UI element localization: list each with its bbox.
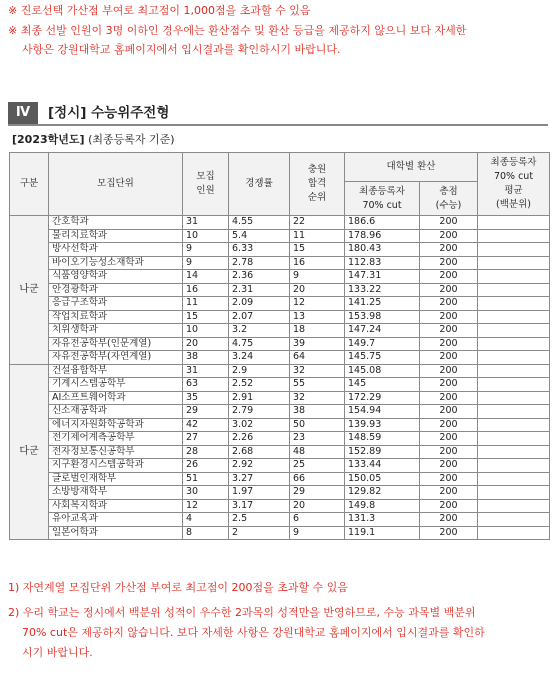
header-conv-total-line1: 총점 [439, 185, 458, 197]
unit-cell: 자유전공학부(자연계열) [49, 351, 183, 365]
pct-cell [478, 337, 550, 351]
table-row [10, 526, 550, 540]
rank-cell: 13 [290, 310, 345, 324]
header-conv-total [420, 182, 478, 216]
pct-cell [478, 256, 550, 270]
conv-total-cell: 200 [420, 445, 478, 459]
conv-final-cell: 145 [345, 378, 420, 392]
pct-cell [478, 310, 550, 324]
conv-final-cell: 119.1 [345, 526, 420, 540]
unit-cell: 바이오기능성소재학과 [49, 256, 183, 270]
pct-cell [478, 526, 550, 540]
conv-final-cell: 154.94 [345, 405, 420, 419]
conv-final-cell: 149.7 [345, 337, 420, 351]
ratio-cell: 2.07 [229, 310, 290, 324]
ratio-cell: 3.2 [229, 324, 290, 338]
header-rank-line3: 순위 [307, 192, 327, 203]
unit-cell: 글로벌인재학부 [49, 472, 183, 486]
conv-total-cell: 200 [420, 391, 478, 405]
table-row [10, 351, 550, 365]
pct-cell [478, 229, 550, 243]
section-number-badge: Ⅳ [8, 102, 38, 124]
year-label: [2023학년도] [12, 133, 85, 146]
unit-cell: 기계시스템공학부 [49, 378, 183, 392]
pct-cell [478, 472, 550, 486]
ratio-cell: 4.75 [229, 337, 290, 351]
quota-cell: 31 [183, 216, 229, 230]
footnote-1: 1) 자연계열 모집단위 가산점 부여로 최고점이 200점을 초과할 수 있음 [8, 581, 349, 594]
quota-cell: 63 [183, 378, 229, 392]
pct-cell [478, 216, 550, 230]
unit-cell: 일본어학과 [49, 526, 183, 540]
rank-cell: 55 [290, 378, 345, 392]
footnote-4: 시기 바랍니다. [8, 646, 93, 659]
header-conversion: 대학별 환산 [345, 153, 478, 182]
ratio-cell: 4.55 [229, 216, 290, 230]
section-title: [정시] 수능위주전형 [48, 105, 170, 121]
quota-cell: 35 [183, 391, 229, 405]
unit-cell: 신소재공학과 [49, 405, 183, 419]
ratio-cell: 2.68 [229, 445, 290, 459]
conv-total-cell: 200 [420, 405, 478, 419]
rank-cell: 50 [290, 418, 345, 432]
quota-cell: 15 [183, 310, 229, 324]
header-group: 구분 [10, 153, 49, 216]
top-note-2: ※ 최종 선발 인원이 3명 이하인 경우에는 환산점수 및 환산 등급을 제공하지 않으니 보다 자세한 [8, 24, 467, 37]
pct-cell [478, 445, 550, 459]
header-rank [290, 153, 345, 216]
quota-cell: 38 [183, 351, 229, 365]
conv-total-cell: 200 [420, 297, 478, 311]
header-conv-final-line2: 70% cut [362, 199, 402, 211]
header-conv-final-line1: 최종등록자 [359, 185, 405, 197]
rank-cell: 48 [290, 445, 345, 459]
section-divider [8, 124, 548, 126]
ratio-cell: 1.97 [229, 486, 290, 500]
rank-cell: 15 [290, 243, 345, 257]
quota-cell: 11 [183, 297, 229, 311]
table-row [10, 391, 550, 405]
quota-cell: 20 [183, 337, 229, 351]
results-table [9, 152, 550, 540]
rank-cell: 66 [290, 472, 345, 486]
conv-final-cell: 186.6 [345, 216, 420, 230]
pct-cell [478, 351, 550, 365]
table-row [10, 364, 550, 378]
conv-total-cell: 200 [420, 513, 478, 527]
group-label: 나군 [10, 216, 49, 365]
ratio-cell: 2.26 [229, 432, 290, 446]
ratio-cell: 6.33 [229, 243, 290, 257]
rank-cell: 39 [290, 337, 345, 351]
ratio-cell: 2.36 [229, 270, 290, 284]
conv-final-cell: 152.89 [345, 445, 420, 459]
table-row [10, 445, 550, 459]
conv-final-cell: 112.83 [345, 256, 420, 270]
header-pct-line2: 70% cut [493, 171, 534, 182]
header-pct-line4: (백분위) [496, 199, 531, 210]
table-row [10, 486, 550, 500]
conv-total-cell: 200 [420, 418, 478, 432]
table-row [10, 499, 550, 513]
ratio-cell: 3.27 [229, 472, 290, 486]
rank-cell: 6 [290, 513, 345, 527]
quota-cell: 51 [183, 472, 229, 486]
rank-cell: 20 [290, 499, 345, 513]
header-unit: 모집단위 [49, 153, 183, 216]
quota-cell: 28 [183, 445, 229, 459]
conv-total-cell: 200 [420, 378, 478, 392]
pct-cell [478, 297, 550, 311]
quota-cell: 16 [183, 283, 229, 297]
group-label: 다군 [10, 364, 49, 540]
quota-cell: 14 [183, 270, 229, 284]
conv-final-cell: 180.43 [345, 243, 420, 257]
unit-cell: 식품영양학과 [49, 270, 183, 284]
conv-total-cell: 200 [420, 526, 478, 540]
quota-cell: 10 [183, 229, 229, 243]
rank-cell: 11 [290, 229, 345, 243]
conv-total-cell: 200 [420, 310, 478, 324]
header-pct-line3: 평균 [504, 185, 523, 196]
header-rank-line1: 충원 [307, 164, 327, 175]
pct-cell [478, 364, 550, 378]
conv-total-cell: 200 [420, 351, 478, 365]
unit-cell: 전기제어계측공학부 [49, 432, 183, 446]
pct-cell [478, 324, 550, 338]
table-row [10, 229, 550, 243]
unit-cell: AI소프트웨어학과 [49, 391, 183, 405]
ratio-cell: 2.78 [229, 256, 290, 270]
quota-cell: 31 [183, 364, 229, 378]
conv-total-cell: 200 [420, 229, 478, 243]
ratio-cell: 2.92 [229, 459, 290, 473]
ratio-cell: 2.09 [229, 297, 290, 311]
conv-total-cell: 200 [420, 283, 478, 297]
ratio-cell: 3.17 [229, 499, 290, 513]
rank-cell: 18 [290, 324, 345, 338]
table-row [10, 459, 550, 473]
conv-final-cell: 150.05 [345, 472, 420, 486]
quota-cell: 4 [183, 513, 229, 527]
unit-cell: 소방방재학부 [49, 486, 183, 500]
unit-cell: 지구환경시스템공학과 [49, 459, 183, 473]
rank-cell: 29 [290, 486, 345, 500]
pct-cell [478, 513, 550, 527]
header-pct-line1: 최종등록자 [490, 157, 537, 168]
ratio-cell: 2.79 [229, 405, 290, 419]
conv-total-cell: 200 [420, 499, 478, 513]
conv-final-cell: 147.24 [345, 324, 420, 338]
table-row [10, 337, 550, 351]
header-rank-line2: 합격 [307, 178, 327, 189]
table-row [10, 418, 550, 432]
header-quota [183, 153, 229, 216]
conv-final-cell: 172.29 [345, 391, 420, 405]
results-table-body [10, 216, 550, 540]
year-caption [12, 132, 175, 148]
conv-final-cell: 149.8 [345, 499, 420, 513]
table-row [10, 216, 550, 230]
ratio-cell: 5.4 [229, 229, 290, 243]
rank-cell: 64 [290, 351, 345, 365]
quota-cell: 29 [183, 405, 229, 419]
rank-cell: 12 [290, 297, 345, 311]
rank-cell: 32 [290, 391, 345, 405]
quota-cell: 9 [183, 256, 229, 270]
conv-total-cell: 200 [420, 472, 478, 486]
unit-cell: 간호학과 [49, 216, 183, 230]
table-row [10, 297, 550, 311]
unit-cell: 물리치료학과 [49, 229, 183, 243]
unit-cell: 유아교육과 [49, 513, 183, 527]
quota-cell: 8 [183, 526, 229, 540]
footnote-2: 2) 우리 학교는 정시에서 백분위 성적이 우수한 2과목의 성적만을 반영하므로, 수능 과목별 백분위 [8, 606, 476, 619]
unit-cell: 안경광학과 [49, 283, 183, 297]
quota-cell: 12 [183, 499, 229, 513]
header-quota-line2: 인원 [196, 185, 215, 196]
conv-final-cell: 145.08 [345, 364, 420, 378]
top-note-1: ※ 진로선택 가산점 부여로 최고점이 1,000점을 초과할 수 있음 [8, 4, 311, 17]
conv-final-cell: 145.75 [345, 351, 420, 365]
footnote-3: 70% cut은 제공하지 않습니다. 보다 자세한 사항은 강원대학교 홈페이지에서 입시결과를 확인하 [8, 626, 485, 639]
ratio-cell: 2.5 [229, 513, 290, 527]
ratio-cell: 3.02 [229, 418, 290, 432]
rank-cell: 16 [290, 256, 345, 270]
quota-cell: 27 [183, 432, 229, 446]
quota-cell: 26 [183, 459, 229, 473]
header-ratio: 경쟁률 [229, 153, 290, 216]
conv-final-cell: 141.25 [345, 297, 420, 311]
unit-cell: 전자정보통신공학부 [49, 445, 183, 459]
quota-cell: 10 [183, 324, 229, 338]
table-row [10, 283, 550, 297]
table-row [10, 472, 550, 486]
table-row [10, 405, 550, 419]
conv-final-cell: 133.44 [345, 459, 420, 473]
unit-cell: 사회복지학과 [49, 499, 183, 513]
conv-total-cell: 200 [420, 432, 478, 446]
conv-total-cell: 200 [420, 459, 478, 473]
conv-final-cell: 153.98 [345, 310, 420, 324]
section-header [8, 102, 548, 124]
pct-cell [478, 432, 550, 446]
conv-final-cell: 148.59 [345, 432, 420, 446]
rank-cell: 9 [290, 270, 345, 284]
pct-cell [478, 378, 550, 392]
pct-cell [478, 270, 550, 284]
header-percentile [478, 153, 550, 216]
pct-cell [478, 243, 550, 257]
header-conv-total-line2: (수능) [435, 199, 462, 211]
unit-cell: 자유전공학부(인문계열) [49, 337, 183, 351]
table-row [10, 378, 550, 392]
table-row [10, 432, 550, 446]
conv-total-cell: 200 [420, 216, 478, 230]
top-note-3: 사항은 강원대학교 홈페이지에서 입시결과를 확인하시기 바랍니다. [8, 43, 341, 56]
conv-total-cell: 200 [420, 243, 478, 257]
pct-cell [478, 459, 550, 473]
header-conv-final [345, 182, 420, 216]
table-row [10, 256, 550, 270]
pct-cell [478, 405, 550, 419]
quota-cell: 30 [183, 486, 229, 500]
ratio-cell: 2.52 [229, 378, 290, 392]
unit-cell: 에너지자원화학공학과 [49, 418, 183, 432]
table-row [10, 324, 550, 338]
quota-cell: 9 [183, 243, 229, 257]
ratio-cell: 2 [229, 526, 290, 540]
pct-cell [478, 418, 550, 432]
conv-final-cell: 178.96 [345, 229, 420, 243]
conv-total-cell: 200 [420, 270, 478, 284]
ratio-cell: 3.24 [229, 351, 290, 365]
conv-final-cell: 131.3 [345, 513, 420, 527]
header-quota-line1: 모집 [196, 171, 215, 182]
conv-total-cell: 200 [420, 337, 478, 351]
conv-final-cell: 147.31 [345, 270, 420, 284]
rank-cell: 38 [290, 405, 345, 419]
table-row [10, 310, 550, 324]
pct-cell [478, 283, 550, 297]
conv-total-cell: 200 [420, 324, 478, 338]
rank-cell: 23 [290, 432, 345, 446]
rank-cell: 32 [290, 364, 345, 378]
conv-total-cell: 200 [420, 256, 478, 270]
unit-cell: 작업치료학과 [49, 310, 183, 324]
conv-total-cell: 200 [420, 486, 478, 500]
rank-cell: 25 [290, 459, 345, 473]
table-row [10, 270, 550, 284]
ratio-cell: 2.9 [229, 364, 290, 378]
conv-total-cell: 200 [420, 364, 478, 378]
rank-cell: 22 [290, 216, 345, 230]
ratio-cell: 2.31 [229, 283, 290, 297]
ratio-cell: 2.91 [229, 391, 290, 405]
quota-cell: 42 [183, 418, 229, 432]
conv-final-cell: 133.22 [345, 283, 420, 297]
unit-cell: 치위생학과 [49, 324, 183, 338]
pct-cell [478, 499, 550, 513]
conv-final-cell: 139.93 [345, 418, 420, 432]
conv-final-cell: 129.82 [345, 486, 420, 500]
unit-cell: 건설융합학부 [49, 364, 183, 378]
rank-cell: 9 [290, 526, 345, 540]
year-note: (최종등록자 기준) [88, 133, 175, 146]
rank-cell: 20 [290, 283, 345, 297]
table-row [10, 513, 550, 527]
unit-cell: 응급구조학과 [49, 297, 183, 311]
pct-cell [478, 486, 550, 500]
table-row [10, 243, 550, 257]
pct-cell [478, 391, 550, 405]
unit-cell: 방사선학과 [49, 243, 183, 257]
